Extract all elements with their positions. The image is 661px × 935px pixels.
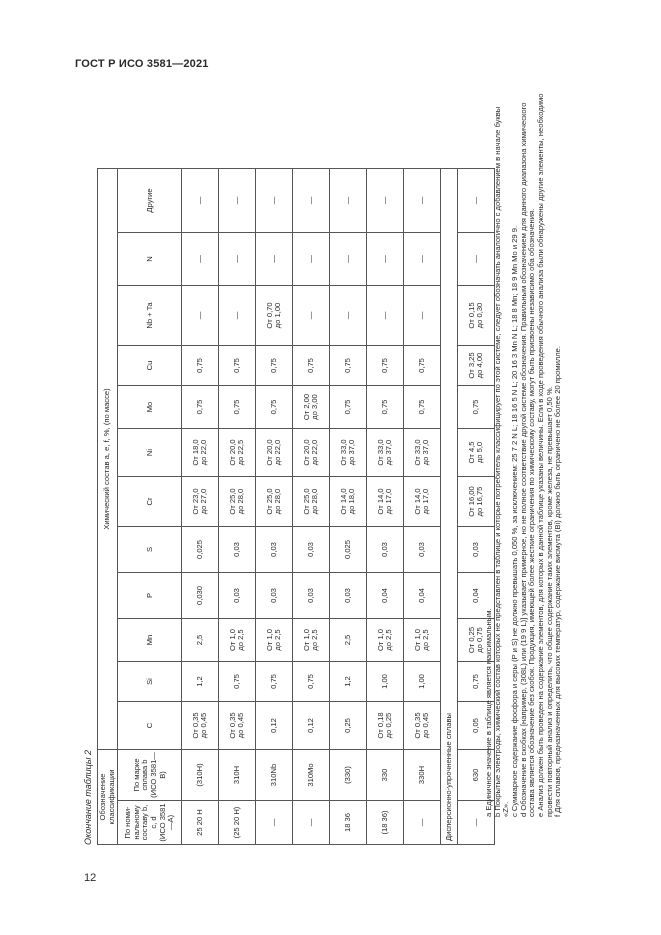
table-cell: 310H: [219, 750, 256, 801]
table-cell: 310Mo: [293, 750, 330, 801]
footnote: a Единичное значение в таблице является максимальным.: [484, 608, 493, 817]
table-cell: 0,025: [330, 527, 367, 573]
col-header-n: N: [118, 233, 182, 286]
footnote: f Для сплавов, предназначенных для высоких температур, содержание висмута (Bi) должно быть ограничено не более 20 промилле.: [553, 345, 563, 817]
table-cell: 0,03: [458, 527, 495, 573]
table-cell: 0,75: [367, 346, 404, 386]
table-cell: 2,5: [330, 619, 367, 662]
table-cell: От 25,0 до 28,0: [256, 477, 293, 527]
table-cell: —: [404, 286, 441, 346]
table-cell: —: [404, 801, 441, 845]
table-cell: 0,75: [404, 346, 441, 386]
table-cell: 0,030: [182, 573, 219, 619]
rotated-page-content: [80, 87, 617, 845]
table-cell: От 14,0 до 17,0: [404, 477, 441, 527]
table-cell: От 20,0 до 22,0: [256, 429, 293, 477]
col-header-cr: Cr: [118, 477, 182, 527]
table-cell: 0,25: [330, 702, 367, 750]
table-cell: 0,05: [458, 702, 495, 750]
table-cell: —: [330, 233, 367, 286]
table-cell: От 20,0 до 22,0: [293, 429, 330, 477]
table-cell: От 0,35 до 0,45: [219, 702, 256, 750]
table-cell: (18 36): [367, 801, 404, 845]
table-cell: 0,75: [219, 346, 256, 386]
table-cell: —: [293, 169, 330, 233]
table-row: [182, 169, 219, 845]
table-continuation-title: Окончание таблицы 2: [83, 750, 93, 845]
table-cell: От 3,25 до 4,00: [458, 346, 495, 386]
table-cell: —: [256, 233, 293, 286]
table-cell: 0,03: [293, 527, 330, 573]
table-cell: 0,04: [404, 573, 441, 619]
table-cell: От 0,15 до 0,30: [458, 286, 495, 346]
table-cell: От 1,0 до 2,5: [256, 619, 293, 662]
table-cell: 330: [367, 750, 404, 801]
col-header-alloy: По марке сплава b (ИСО 3581—В): [118, 750, 182, 801]
table-cell: 0,75: [182, 386, 219, 429]
col-header-cu: Cu: [118, 346, 182, 386]
table-cell: 1,2: [330, 662, 367, 702]
table-cell: —: [458, 233, 495, 286]
table-cell: От 0,18 до 0,25: [367, 702, 404, 750]
table-cell: 0,12: [256, 702, 293, 750]
table-cell: 2,5: [182, 619, 219, 662]
table-cell: 0,03: [219, 573, 256, 619]
table-cell: 0,12: [293, 702, 330, 750]
table-cell: От 0,25 до 0,75: [458, 619, 495, 662]
table-row: [219, 169, 256, 845]
table-cell: От 2,00 до 3,00: [293, 386, 330, 429]
table-cell: 0,75: [330, 386, 367, 429]
table-cell: 0,03: [293, 573, 330, 619]
table-cell: От 33,0 до 37,0: [404, 429, 441, 477]
footnote: e Анализ должен быть проведен на содержание элементов, для которых в данной таблице указаны величины. Если в ходе проведения обычного анализа были обнаружены другие элементы, необходимо провести повторный анализ и определить, что общее содержание таких элементов, кроме железа, не превышает 0,50 %.: [535, 93, 554, 817]
table-cell: 0,03: [256, 573, 293, 619]
chemical-composition-table: [97, 168, 495, 845]
table-cell: —: [330, 286, 367, 346]
table-cell: От 25,0 до 28,0: [219, 477, 256, 527]
table-cell: 0,75: [367, 386, 404, 429]
table-cell: От 0,35 до 0,45: [404, 702, 441, 750]
table-cell: —: [256, 169, 293, 233]
table-cell: 0,03: [404, 527, 441, 573]
table-cell: 0,75: [458, 662, 495, 702]
footnote: b Покрытые электроды, химический состав которых не представлен в таблице и которые потребитель классифицирует по этой системе, следует обозначать аналогично с добавлением в начале буквы «Z».: [492, 106, 511, 817]
table-cell: От 1,0 до 2,5: [293, 619, 330, 662]
table-cell: —: [256, 801, 293, 845]
table-row: [256, 169, 293, 845]
table-cell: От 14,0 до 18,0: [330, 477, 367, 527]
col-header-nbta: Nb + Ta: [118, 286, 182, 346]
table-cell: От 16,00 до 16,75: [458, 477, 495, 527]
table-row: [330, 169, 367, 845]
section-header-precipitation: Дисперсионно-упрочненные сплавы: [441, 702, 458, 845]
table-cell: 18 36: [330, 801, 367, 845]
table-cell: 330H: [404, 750, 441, 801]
table-cell: От 25,0 до 28,0: [293, 477, 330, 527]
table-cell: 0,025: [182, 527, 219, 573]
table-cell: От 4,5 до 5,0: [458, 429, 495, 477]
table-cell: 0,75: [293, 662, 330, 702]
page-number: 12: [84, 872, 97, 884]
col-header-ni: Ni: [118, 429, 182, 477]
table-cell: От 0,70 до 1,00: [256, 286, 293, 346]
table-cell: 1,00: [404, 662, 441, 702]
table-cell: 0,03: [219, 527, 256, 573]
col-header-mo: Mo: [118, 386, 182, 429]
table-cell: —: [367, 286, 404, 346]
table-cell: От 14,0 до 17,0: [367, 477, 404, 527]
table-cell: 1,2: [182, 662, 219, 702]
col-header-p: P: [118, 573, 182, 619]
footnotes: [485, 91, 563, 817]
table-cell: 0,04: [367, 573, 404, 619]
table-cell: 25 20 H: [182, 801, 219, 845]
table-cell: 0,75: [458, 386, 495, 429]
table-cell: —: [367, 233, 404, 286]
table-cell: От 18,0 до 22,0: [182, 429, 219, 477]
table-cell: 0,75: [293, 346, 330, 386]
table-cell: (330): [330, 750, 367, 801]
table-cell: От 1,0 до 2,5: [404, 619, 441, 662]
footnote: d Обозначение в скобках [например, (308L) или (19 9 L)] указывает примерное, но не полное соответствие другой системе обозначения. Правильным обозначением для данного диапазона химического состава является обозначение без скобок. Продукция, имеющей более жесткие ограничения по химическому составу, могут быть присвоены независимо оба обозначения.: [518, 102, 537, 817]
table-cell: —: [293, 233, 330, 286]
table-cell: 0,75: [256, 346, 293, 386]
table-row: [293, 169, 330, 845]
table-cell: От 1,0 до 2,5: [219, 619, 256, 662]
table-cell: —: [330, 169, 367, 233]
composition-group-header: Химический состав a, e, f, %, (по массе): [98, 169, 118, 750]
table-cell: От 0,35 до 0,45: [182, 702, 219, 750]
table-cell: —: [182, 233, 219, 286]
table-cell: —: [293, 801, 330, 845]
table-cell: —: [219, 233, 256, 286]
table-cell: 0,75: [219, 662, 256, 702]
table-cell: —: [404, 169, 441, 233]
table-cell: 630: [458, 750, 495, 801]
table-cell: —: [219, 169, 256, 233]
table-cell: 310Nb: [256, 750, 293, 801]
table-cell: 0,03: [367, 527, 404, 573]
table-cell: От 33,0 до 37,0: [367, 429, 404, 477]
table-cell: От 1,0 до 2,5: [367, 619, 404, 662]
table-cell: От 20,0 до 22,5: [219, 429, 256, 477]
col-header-s: S: [118, 527, 182, 573]
table-cell: —: [458, 169, 495, 233]
table-cell: —: [182, 169, 219, 233]
table-cell: 0,75: [404, 386, 441, 429]
table-cell: 0,04: [458, 573, 495, 619]
footnote: c Суммарное содержание фосфора и серы (P и S) не должно превышать 0,050 %, за исключением: 25 7 2 N L; 18 16 5 N L; 20 16 3 Mn N L; 18 8 Mn; 18 9 Mn Mo и 29 9.: [509, 225, 519, 817]
table-cell: От 33,0 до 37,0: [330, 429, 367, 477]
table-cell: —: [219, 286, 256, 346]
table-row: [367, 169, 404, 845]
col-header-nominal: По номи- нальному составу b, c, d (ИСО 3581—А): [118, 801, 182, 845]
table-cell: 0,75: [330, 346, 367, 386]
classification-group-header: Обозначение классификации: [98, 750, 118, 845]
section-header-body: [441, 169, 458, 845]
table-cell: (25 20 H): [219, 801, 256, 845]
table-cell: 0,75: [182, 346, 219, 386]
col-header-c: C: [118, 702, 182, 750]
col-header-other: Другие: [118, 169, 182, 233]
table-cell: —: [404, 233, 441, 286]
document-header: ГОСТ Р ИСО 3581—2021: [75, 58, 209, 70]
table-cell: 1,00: [367, 662, 404, 702]
table-cell: От 23,0 до 27,0: [182, 477, 219, 527]
table-cell: 0,03: [330, 573, 367, 619]
table-cell: 0,75: [256, 386, 293, 429]
col-header-mn: Mn: [118, 619, 182, 662]
table-cell: 0,75: [256, 662, 293, 702]
section-header-filler: [441, 169, 458, 702]
table-cell: —: [367, 169, 404, 233]
col-header-si: Si: [118, 662, 182, 702]
table-cell: (310H): [182, 750, 219, 801]
table-cell: 0,75: [219, 386, 256, 429]
table-cell: —: [293, 286, 330, 346]
table-row: [404, 169, 441, 845]
table-body: [182, 169, 441, 845]
table-cell: —: [182, 286, 219, 346]
table-cell: 0,03: [256, 527, 293, 573]
table-cell: —: [458, 801, 495, 845]
